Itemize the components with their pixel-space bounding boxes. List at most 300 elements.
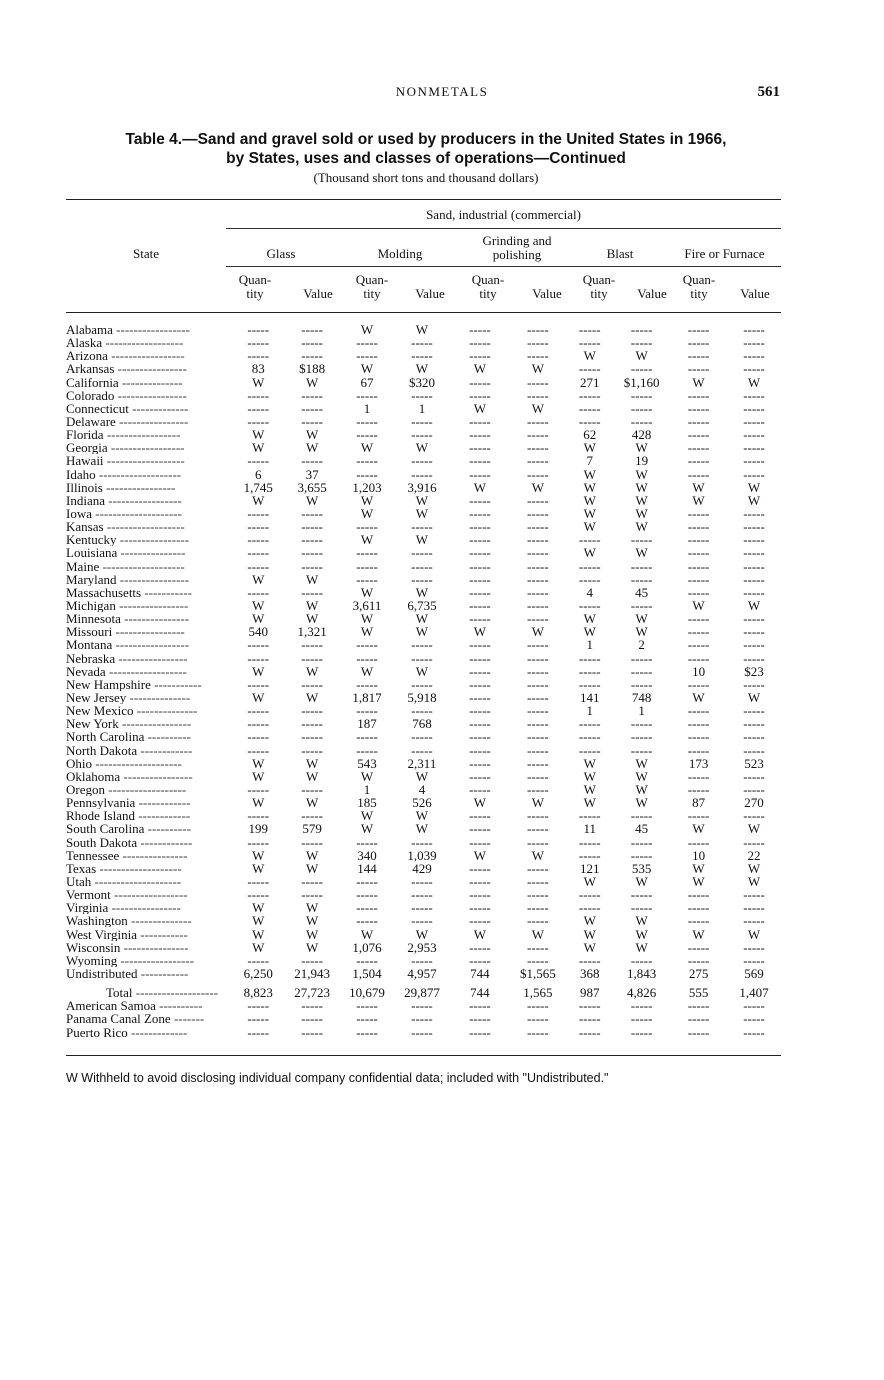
cell-value: W: [252, 756, 265, 770]
cell-value: W: [305, 428, 319, 442]
cell-value: -----: [247, 506, 270, 521]
cell-value: -----: [743, 1025, 765, 1039]
cell-value: -----: [411, 888, 433, 902]
state-name: Arkansas ----------------: [66, 362, 187, 376]
cell-value: -----: [630, 414, 653, 429]
cell-value: -----: [411, 874, 433, 889]
leader-dots: -------: [170, 1012, 205, 1026]
cell-value: -----: [743, 677, 765, 691]
cell-value: W: [531, 796, 545, 810]
table-row: [66, 954, 781, 967]
state-name: Wisconsin ---------------: [66, 940, 189, 954]
leader-dots: ----------------: [112, 625, 185, 639]
cell-value: -----: [687, 441, 710, 455]
cell-value: -----: [247, 782, 270, 797]
cell-value: -----: [469, 585, 491, 599]
cell-value: -----: [469, 835, 491, 849]
quantity-header: Quan- tity: [355, 272, 389, 301]
cell-value: -----: [469, 506, 491, 521]
cell-value: 62: [583, 428, 597, 442]
cell-value: -----: [687, 388, 710, 402]
running-head: NONMETALS: [395, 84, 489, 99]
cell-value: -----: [743, 888, 765, 902]
cell-value: -----: [743, 533, 765, 547]
cell-value: -----: [578, 1025, 601, 1039]
state-name: New Hampshire -----------: [66, 677, 202, 691]
table-row: [66, 796, 781, 809]
state-name: Florida -----------------: [66, 428, 181, 442]
cell-value: W: [635, 349, 648, 363]
cell-value: -----: [469, 493, 491, 507]
table-row: [66, 349, 781, 362]
cell-value: -----: [578, 401, 601, 415]
cell-value: -----: [743, 743, 765, 757]
cell-value: -----: [527, 999, 549, 1013]
cell-value: W: [747, 375, 761, 389]
cell-value: -----: [527, 428, 549, 442]
cell-value: -----: [469, 677, 491, 691]
table-row: [66, 927, 781, 940]
cell-value: -----: [527, 1025, 549, 1039]
cell-value: W: [473, 796, 487, 810]
cell-value: -----: [578, 414, 601, 429]
cell-value: W: [692, 874, 705, 889]
state-name: Ohio --------------------: [66, 756, 182, 770]
cell-value: W: [305, 848, 319, 862]
table-row: [66, 560, 781, 573]
table-row: [66, 704, 781, 717]
cell-value: W: [635, 874, 648, 889]
cell-value: -----: [469, 704, 491, 718]
cell-value: -----: [578, 953, 601, 967]
cell-value: $1,160: [623, 375, 660, 389]
cell-value: -----: [743, 1012, 765, 1026]
state-name: Utah --------------------: [66, 874, 182, 889]
table-row: [66, 849, 781, 862]
cell-value: -----: [687, 1025, 710, 1039]
cell-value: W: [635, 769, 648, 783]
table-title-line-1: Table 4.—Sand and gravel sold or used by producers in the United States in 1966,: [125, 131, 727, 148]
cell-value: W: [252, 848, 265, 862]
cell-value: -----: [687, 782, 710, 797]
leader-dots: -----------: [137, 966, 189, 981]
cell-value: -----: [469, 349, 491, 363]
leader-dots: ----------------: [114, 388, 187, 402]
cell-value: -----: [578, 835, 601, 849]
cell-value: -----: [527, 769, 549, 783]
cell-value: 199: [248, 822, 268, 836]
cell-value: 535: [631, 861, 652, 875]
cell-value: -----: [247, 874, 270, 889]
leader-dots: -----------: [137, 927, 188, 941]
cell-value: -----: [411, 414, 433, 429]
cell-value: -----: [247, 677, 270, 691]
cell-value: -----: [578, 999, 601, 1013]
cell-value: -----: [301, 349, 323, 363]
table-title: [70, 130, 782, 168]
cell-value: W: [252, 690, 265, 705]
cell-value: -----: [247, 401, 270, 415]
cell-value: -----: [527, 467, 549, 481]
leader-dots: ----------------: [116, 533, 190, 547]
cell-value: W: [305, 796, 319, 810]
leader-dots: ----------: [155, 999, 203, 1013]
cell-value: 4: [586, 585, 593, 599]
cell-value: -----: [630, 888, 653, 902]
cell-value: -----: [578, 533, 601, 547]
table-row: [66, 520, 781, 533]
cell-value: W: [583, 927, 596, 941]
leader-dots: --------------: [127, 914, 192, 928]
cell-value: -----: [687, 362, 710, 376]
cell-value: W: [360, 441, 374, 455]
cell-value: 67: [360, 375, 374, 389]
cell-value: -----: [411, 559, 433, 573]
cell-value: -----: [247, 1012, 270, 1026]
table-row: [66, 625, 781, 638]
cell-value: -----: [687, 888, 710, 902]
cell-value: W: [252, 664, 265, 678]
cell-value: 579: [302, 822, 322, 836]
cell-value: -----: [743, 323, 765, 337]
state-name: Oklahoma ----------------: [66, 769, 193, 783]
cell-value: -----: [356, 901, 378, 915]
leader-dots: ------------------: [103, 520, 185, 534]
cell-value: W: [692, 927, 705, 941]
cell-value: -----: [411, 730, 433, 744]
cell-value: $188: [299, 362, 326, 376]
cell-value: -----: [743, 809, 765, 823]
cell-value: -----: [469, 559, 491, 573]
state-name: Alaska ------------------: [66, 336, 184, 350]
cell-value: -----: [356, 559, 378, 573]
cell-value: -----: [687, 506, 710, 521]
cell-value: -----: [469, 638, 491, 652]
group-underline: [226, 228, 781, 229]
table-title-line-2: by States, uses and classes of operations—Continued: [226, 150, 626, 167]
cell-value: -----: [687, 612, 710, 626]
cell-value: W: [747, 874, 761, 889]
cell-value: -----: [578, 730, 601, 744]
cell-value: 45: [635, 585, 649, 599]
value-header: Value: [740, 286, 770, 301]
cell-value: -----: [469, 467, 491, 481]
cell-value: -----: [247, 454, 270, 468]
cell-value: -----: [247, 559, 270, 573]
leader-dots: ----------------: [116, 572, 190, 586]
cell-value: -----: [743, 414, 765, 429]
state-name: Oregon ------------------: [66, 782, 187, 797]
leader-dots: -------------------: [96, 861, 182, 875]
cell-value: 1,407: [739, 985, 769, 1000]
cell-value: $320: [408, 375, 435, 389]
cell-value: W: [415, 362, 429, 376]
cell-value: W: [252, 901, 265, 915]
cell-value: -----: [527, 953, 549, 967]
cell-value: -----: [247, 638, 270, 652]
cell-value: -----: [469, 414, 491, 429]
cell-value: -----: [469, 782, 491, 797]
cell-value: 270: [744, 796, 764, 810]
cell-value: -----: [527, 835, 549, 849]
cell-value: -----: [578, 336, 601, 350]
table-row: [66, 730, 781, 743]
cell-value: W: [305, 572, 319, 586]
cell-value: -----: [356, 1012, 378, 1026]
table-row: [66, 599, 781, 612]
table-row: [66, 862, 781, 875]
cell-value: -----: [743, 441, 765, 455]
cell-value: W: [692, 861, 705, 875]
cell-value: -----: [469, 388, 491, 402]
leader-dots: ---------------: [120, 612, 190, 626]
cell-value: W: [747, 480, 761, 494]
cell-value: W: [360, 506, 374, 521]
cell-value: -----: [527, 914, 549, 928]
table-row: [66, 770, 781, 783]
cell-value: -----: [687, 467, 710, 481]
column-group-header: Sand, industrial (commercial): [426, 207, 581, 222]
cell-value: -----: [687, 323, 710, 337]
cell-value: W: [635, 612, 648, 626]
table-row: [66, 783, 781, 796]
leader-dots: ----------------: [115, 651, 188, 665]
cell-value: -----: [301, 999, 323, 1013]
cell-value: -----: [301, 835, 323, 849]
cell-value: 1: [638, 704, 645, 718]
state-name: Washington --------------: [66, 914, 192, 928]
cell-value: -----: [743, 349, 765, 363]
state-name: Montana -----------------: [66, 638, 190, 652]
cell-value: -----: [527, 612, 549, 626]
cell-value: -----: [578, 559, 601, 573]
cell-value: W: [583, 625, 596, 639]
cell-value: -----: [630, 559, 653, 573]
cell-value: 22: [747, 848, 761, 862]
table-row: [66, 546, 781, 559]
cell-value: W: [252, 796, 265, 810]
cell-value: -----: [687, 533, 710, 547]
cell-value: -----: [411, 336, 433, 350]
cell-value: -----: [469, 717, 491, 731]
cell-value: 87: [692, 796, 706, 810]
cell-value: -----: [301, 533, 323, 547]
cell-value: -----: [687, 914, 710, 928]
cell-value: -----: [411, 1025, 433, 1039]
cell-value: W: [252, 927, 265, 941]
cell-value: -----: [469, 743, 491, 757]
cell-value: -----: [630, 401, 653, 415]
leader-dots: ---------------: [119, 848, 188, 862]
cell-value: -----: [356, 953, 378, 967]
cell-value: W: [635, 927, 648, 941]
cell-value: -----: [743, 717, 765, 731]
cell-value: -----: [301, 888, 323, 902]
cell-value: W: [252, 572, 265, 586]
cell-value: -----: [356, 414, 378, 429]
cell-value: -----: [247, 414, 270, 429]
leader-dots: --------------------: [91, 874, 182, 889]
leader-dots: -----------------: [107, 349, 185, 363]
cell-value: -----: [356, 546, 378, 560]
table-row: [66, 914, 781, 927]
table-row: [66, 612, 781, 625]
cell-value: 748: [631, 690, 652, 705]
cell-value: W: [305, 612, 319, 626]
leader-dots: --------------: [133, 704, 198, 718]
cell-value: -----: [356, 888, 378, 902]
cell-value: -----: [687, 454, 710, 468]
table-row: [66, 468, 781, 481]
table-row: [66, 1012, 781, 1025]
cell-value: -----: [247, 520, 270, 534]
cell-value: W: [473, 401, 487, 415]
cell-value: W: [635, 782, 648, 797]
cell-value: W: [360, 625, 374, 639]
cell-value: W: [360, 664, 374, 678]
cell-value: -----: [743, 559, 765, 573]
cell-value: W: [635, 480, 648, 494]
state-name: New Jersey --------------: [66, 690, 191, 705]
cell-value: W: [360, 362, 374, 376]
cell-value: W: [583, 874, 596, 889]
state-name: West Virginia -----------: [66, 927, 188, 941]
value-header: Value: [637, 286, 667, 301]
cell-value: 29,877: [404, 985, 440, 1000]
cell-value: $23: [744, 664, 764, 678]
cell-value: -----: [411, 999, 433, 1013]
cell-value: -----: [630, 743, 653, 757]
cell-value: W: [583, 493, 596, 507]
table-row: [66, 835, 781, 848]
cell-value: -----: [687, 546, 710, 560]
cell-value: -----: [469, 572, 491, 586]
cell-value: -----: [578, 598, 601, 613]
cell-value: -----: [630, 730, 653, 744]
cell-value: -----: [247, 835, 270, 849]
table-row: [66, 744, 781, 757]
cell-value: W: [415, 809, 429, 823]
cell-value: W: [747, 927, 761, 941]
cell-value: W: [415, 441, 429, 455]
cell-value: 10: [692, 664, 706, 678]
cell-value: -----: [630, 572, 653, 586]
cell-value: -----: [469, 651, 491, 665]
cell-value: W: [360, 493, 374, 507]
cell-value: 1: [363, 782, 371, 797]
cell-value: -----: [527, 506, 549, 521]
cell-value: W: [305, 861, 319, 875]
leader-dots: -------------: [128, 401, 189, 415]
cell-value: -----: [687, 520, 710, 534]
leader-dots: -----------------: [112, 323, 190, 337]
cell-value: 1,076: [352, 940, 382, 954]
cell-value: W: [692, 822, 705, 836]
cell-value: -----: [469, 901, 491, 915]
state-name: Texas -------------------: [66, 861, 182, 875]
leader-dots: -------------------: [95, 467, 182, 481]
cell-value: -----: [743, 999, 765, 1013]
cell-value: W: [305, 901, 319, 915]
cell-value: -----: [743, 638, 765, 652]
quantity-header: Quan- tity: [582, 272, 616, 301]
cell-value: W: [583, 796, 596, 810]
table-row: [66, 415, 781, 428]
cell-value: -----: [356, 1025, 378, 1039]
cell-value: -----: [356, 835, 378, 849]
cell-value: -----: [469, 999, 491, 1013]
state-name: Kentucky ----------------: [66, 533, 190, 547]
cell-value: W: [692, 493, 705, 507]
cell-value: -----: [743, 651, 765, 665]
cell-value: W: [305, 940, 319, 954]
state-name: Colorado ----------------: [66, 388, 187, 402]
state-name: Wyoming -----------------: [66, 953, 195, 967]
cell-value: -----: [527, 717, 549, 731]
cell-value: 141: [580, 690, 600, 705]
leader-dots: -------------------: [132, 985, 219, 1000]
cell-value: 1,843: [626, 966, 657, 981]
state-name: South Carolina ----------: [66, 822, 191, 836]
cell-value: W: [531, 401, 545, 415]
cell-value: -----: [527, 375, 549, 389]
leader-dots: -----------------: [110, 888, 188, 902]
cell-value: -----: [630, 848, 653, 862]
leader-dots: -----------: [141, 585, 192, 599]
cell-value: W: [692, 480, 705, 494]
cell-value: -----: [527, 559, 549, 573]
state-name: Maryland ----------------: [66, 572, 190, 586]
cell-value: 1,565: [523, 985, 553, 1000]
table-row: [66, 1025, 781, 1038]
table-row: [66, 652, 781, 665]
cell-value: -----: [687, 585, 710, 599]
cell-value: W: [473, 625, 487, 639]
cell-value: -----: [247, 704, 270, 718]
cell-value: -----: [578, 717, 601, 731]
cell-value: -----: [687, 651, 710, 665]
cell-value: -----: [527, 664, 549, 678]
cell-value: -----: [411, 428, 433, 442]
cell-value: 368: [580, 966, 600, 981]
cell-value: -----: [687, 717, 710, 731]
cell-value: W: [531, 848, 545, 862]
cell-value: -----: [743, 769, 765, 783]
cell-value: -----: [247, 336, 270, 350]
cell-value: -----: [411, 1012, 433, 1026]
cell-value: W: [360, 323, 374, 337]
cell-value: -----: [527, 414, 549, 429]
cell-value: W: [473, 927, 487, 941]
cell-value: -----: [687, 677, 710, 691]
cell-value: W: [473, 480, 487, 494]
cell-value: -----: [687, 1012, 710, 1026]
leader-dots: -----------------: [104, 493, 182, 507]
cell-value: -----: [356, 638, 378, 652]
table-row: [66, 323, 781, 336]
cell-value: 3,655: [297, 480, 327, 494]
cell-value: 1: [586, 704, 593, 718]
cell-value: W: [473, 848, 487, 862]
cell-value: -----: [578, 809, 601, 823]
cell-value: -----: [687, 414, 710, 429]
cell-value: -----: [743, 940, 765, 954]
use-header-blast: Blast: [606, 246, 634, 261]
cell-value: -----: [527, 585, 549, 599]
cell-value: 275: [688, 966, 709, 981]
table-row: [66, 678, 781, 691]
cell-value: W: [305, 493, 319, 507]
